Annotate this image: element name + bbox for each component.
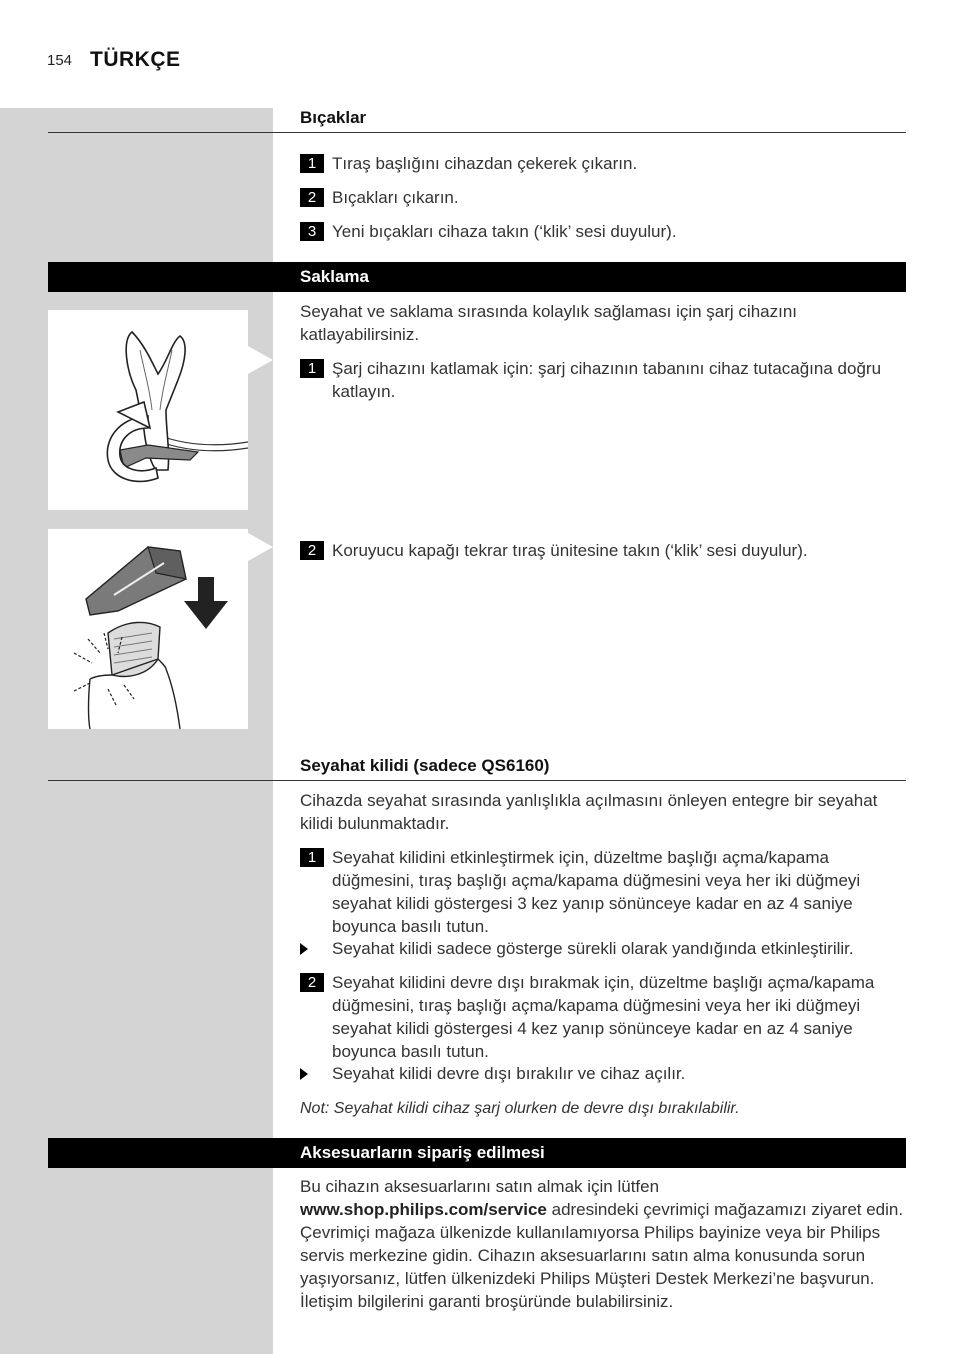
step-number: 2 <box>300 973 324 992</box>
bullet-item <box>300 1062 906 1085</box>
step-item <box>300 220 906 243</box>
section-rule <box>48 780 906 781</box>
bullet-text: Seyahat kilidi sadece gösterge sürekli olarak yandığında etkinleştirilir. <box>332 939 854 958</box>
step-number: 1 <box>300 848 324 867</box>
step-item <box>300 186 906 209</box>
step-text: Tıraş başlığını cihazdan çekerek çıkarın. <box>332 154 638 173</box>
section-title-bicaklar: Bıçaklar <box>300 108 367 127</box>
protection-cap-illustration <box>48 529 248 729</box>
section-bar-saklama <box>48 262 906 292</box>
section-bar-aksesuar <box>48 1138 906 1168</box>
shop-link[interactable]: www.shop.philips.com/service <box>300 1200 547 1219</box>
seyahat-intro: Cihazda seyahat sırasında yanlışlıkla açılmasını önleyen entegre bir seyahat kilidi bulunmaktadır. <box>300 791 878 833</box>
section-title-seyahat: Seyahat kilidi (sadece QS6160) <box>300 756 550 775</box>
step-text: Seyahat kilidini devre dışı bırakmak için, düzeltme başlığı açma/kapama düğmesini, tıraş başlığı açma/kapama düğmesini veya her iki düğmeyi seyahat kilidi göstergesi 4 kez yanıp sönünceye kadar en az 4 saniye boyunca basılı tutun. <box>332 973 875 1061</box>
step-number: 2 <box>300 188 324 207</box>
step-item <box>300 539 906 562</box>
step-item <box>300 971 906 1063</box>
step-item <box>300 846 906 938</box>
bullet-arrow-icon <box>300 1068 308 1080</box>
illustration-pointer <box>248 533 273 561</box>
step-text: Koruyucu kapağı tekrar tıraş ünitesine takın (‘klik’ sesi duyulur). <box>332 541 808 560</box>
section-rule <box>48 132 906 133</box>
protection-cap-drawing <box>48 529 248 729</box>
step-text: Yeni bıçakları cihaza takın (‘klik’ sesi duyulur). <box>332 222 677 241</box>
bullet-text: Seyahat kilidi devre dışı bırakılır ve cihaz açılır. <box>332 1064 686 1083</box>
step-item <box>300 357 906 403</box>
charger-fold-illustration <box>48 310 248 510</box>
step-number: 1 <box>300 359 324 378</box>
step-number: 3 <box>300 222 324 241</box>
step-item <box>300 152 906 175</box>
step-number: 2 <box>300 541 324 560</box>
step-text: Bıçakları çıkarın. <box>332 188 459 207</box>
charger-fold-drawing <box>48 310 248 510</box>
aksesuar-text-after: adresindeki çevrimiçi mağazamızı ziyaret edin. Çevrimiçi mağaza ülkenizde kullanılamıyorsa Philips bayinize veya bir Philips servis merkezine gidin. Cihazın aksesuarlarını satın alma konusunda sorun yaşıyorsanız, lütfen ülkenizdeki Philips Müşteri Destek Merkezi’ne başvurun. İletişim bilgilerini garanti broşüründe bulabilirsiniz. <box>300 1200 904 1311</box>
aksesuar-text-before: Bu cihazın aksesuarlarını satın almak için lütfen <box>300 1177 660 1196</box>
illustration-pointer <box>248 346 273 374</box>
step-text: Şarj cihazını katlamak için: şarj cihazının tabanını cihaz tutacağına doğru katlayın. <box>332 359 882 401</box>
step-text: Seyahat kilidini etkinleştirmek için, düzeltme başlığı açma/kapama düğmesini, tıraş başlığı açma/kapama düğmesini veya her iki düğmeyi seyahat kilidi göstergesi 3 kez yanıp sönünceye kadar en az 4 saniye boyunca basılı tutun. <box>332 848 861 936</box>
note-text: Not: Seyahat kilidi cihaz şarj olurken de devre dışı bırakılabilir. <box>300 1100 740 1117</box>
bullet-arrow-icon <box>300 943 308 955</box>
page-number: 154 <box>47 52 73 69</box>
language-title: TÜRKÇE <box>90 48 181 71</box>
bullet-item <box>300 937 906 960</box>
step-number: 1 <box>300 154 324 173</box>
saklama-intro: Seyahat ve saklama sırasında kolaylık sağlaması için şarj cihazını katlayabilirsiniz. <box>300 302 798 344</box>
section-title-saklama: Saklama <box>300 267 369 286</box>
aksesuar-paragraph <box>300 1175 906 1313</box>
section-title-aksesuar: Aksesuarların sipariş edilmesi <box>300 1143 545 1162</box>
